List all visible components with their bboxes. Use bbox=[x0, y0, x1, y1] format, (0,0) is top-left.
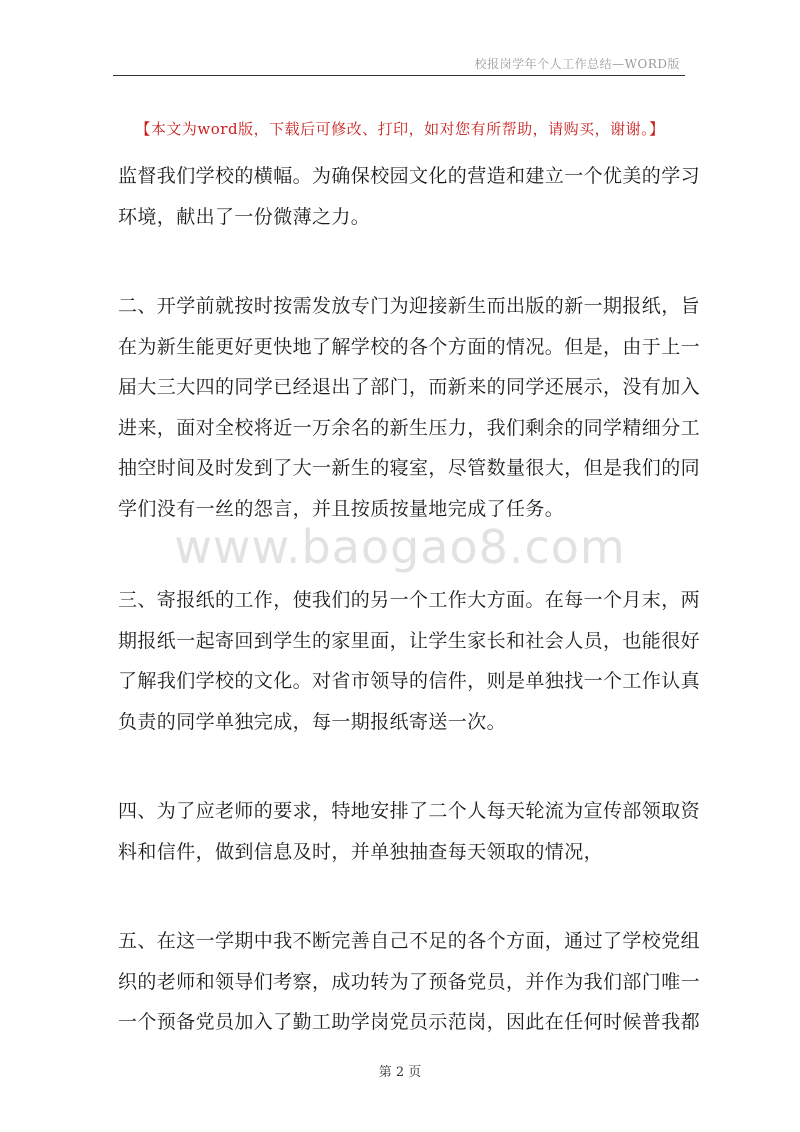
text-line: 一个预备党员加入了勤工助学岗党员示范岗，因此在任何时候普我都 bbox=[118, 1011, 701, 1033]
paragraph-1 bbox=[118, 156, 701, 237]
paragraph-5 bbox=[118, 921, 701, 1043]
text-line: 负责的同学单独完成，每一期报纸寄送一次。 bbox=[118, 710, 507, 733]
text-line: 抽空时间及时发到了大一新生的寝室，尽管数量很大，但是我们的同 bbox=[118, 457, 701, 479]
paragraph-3 bbox=[118, 580, 701, 742]
text-line: 监督我们学校的横幅。为确保校园文化的营造和建立一个优美的学习 bbox=[118, 165, 701, 187]
text-line: 学们没有一丝的怨言，并且按质按量地完成了任务。 bbox=[118, 497, 565, 520]
download-notice: 【本文为word版，下载后可修改、打印，如对您有所帮助，请购买，谢谢。】 bbox=[135, 120, 665, 138]
paragraph-4 bbox=[118, 791, 701, 872]
paragraph-2 bbox=[118, 286, 701, 529]
text-line: 料和信件，做到信息及时，并单独抽查每天领取的情况， bbox=[118, 840, 604, 863]
text-line: 三、寄报纸的工作，使我们的另一个工作大方面。在每一个月末，两 bbox=[118, 589, 701, 611]
page-number: 第 2 页 bbox=[378, 1065, 422, 1080]
text-line: 环境，献出了一份微薄之力。 bbox=[118, 205, 371, 228]
document-header-title: 校报岗学年个人工作总结—WORD版 bbox=[474, 57, 680, 71]
watermark: www.baogao8.com bbox=[174, 520, 626, 574]
header-divider bbox=[113, 75, 685, 76]
text-line: 期报纸一起寄回到学生的家里面，让学生家长和社会人员，也能很好 bbox=[118, 629, 701, 652]
text-line: 五、在这一学期中我不断完善自己不足的各个方面，通过了学校党组 bbox=[118, 930, 701, 952]
text-line: 了解我们学校的文化。对省市领导的信件，则是单独找一个工作认真 bbox=[118, 670, 701, 692]
text-line: 届大三大四的同学已经退出了部门，而新来的同学还展示，没有加入 bbox=[118, 376, 701, 398]
text-line: 在为新生能更好更快地了解学校的各个方面的情况。但是，由于上一 bbox=[118, 335, 701, 358]
text-line: 织的老师和领导们考察，成功转为了预备党员，并作为我们部门唯一 bbox=[118, 970, 701, 993]
text-line: 二、开学前就按时按需发放专门为迎接新生而出版的新一期报纸，旨 bbox=[118, 295, 701, 317]
text-line: 进来，面对全校将近一万余名的新生压力，我们剩余的同学精细分工 bbox=[118, 416, 701, 439]
text-line: 四、为了应老师的要求，特地安排了二个人每天轮流为宣传部领取资 bbox=[118, 800, 701, 822]
